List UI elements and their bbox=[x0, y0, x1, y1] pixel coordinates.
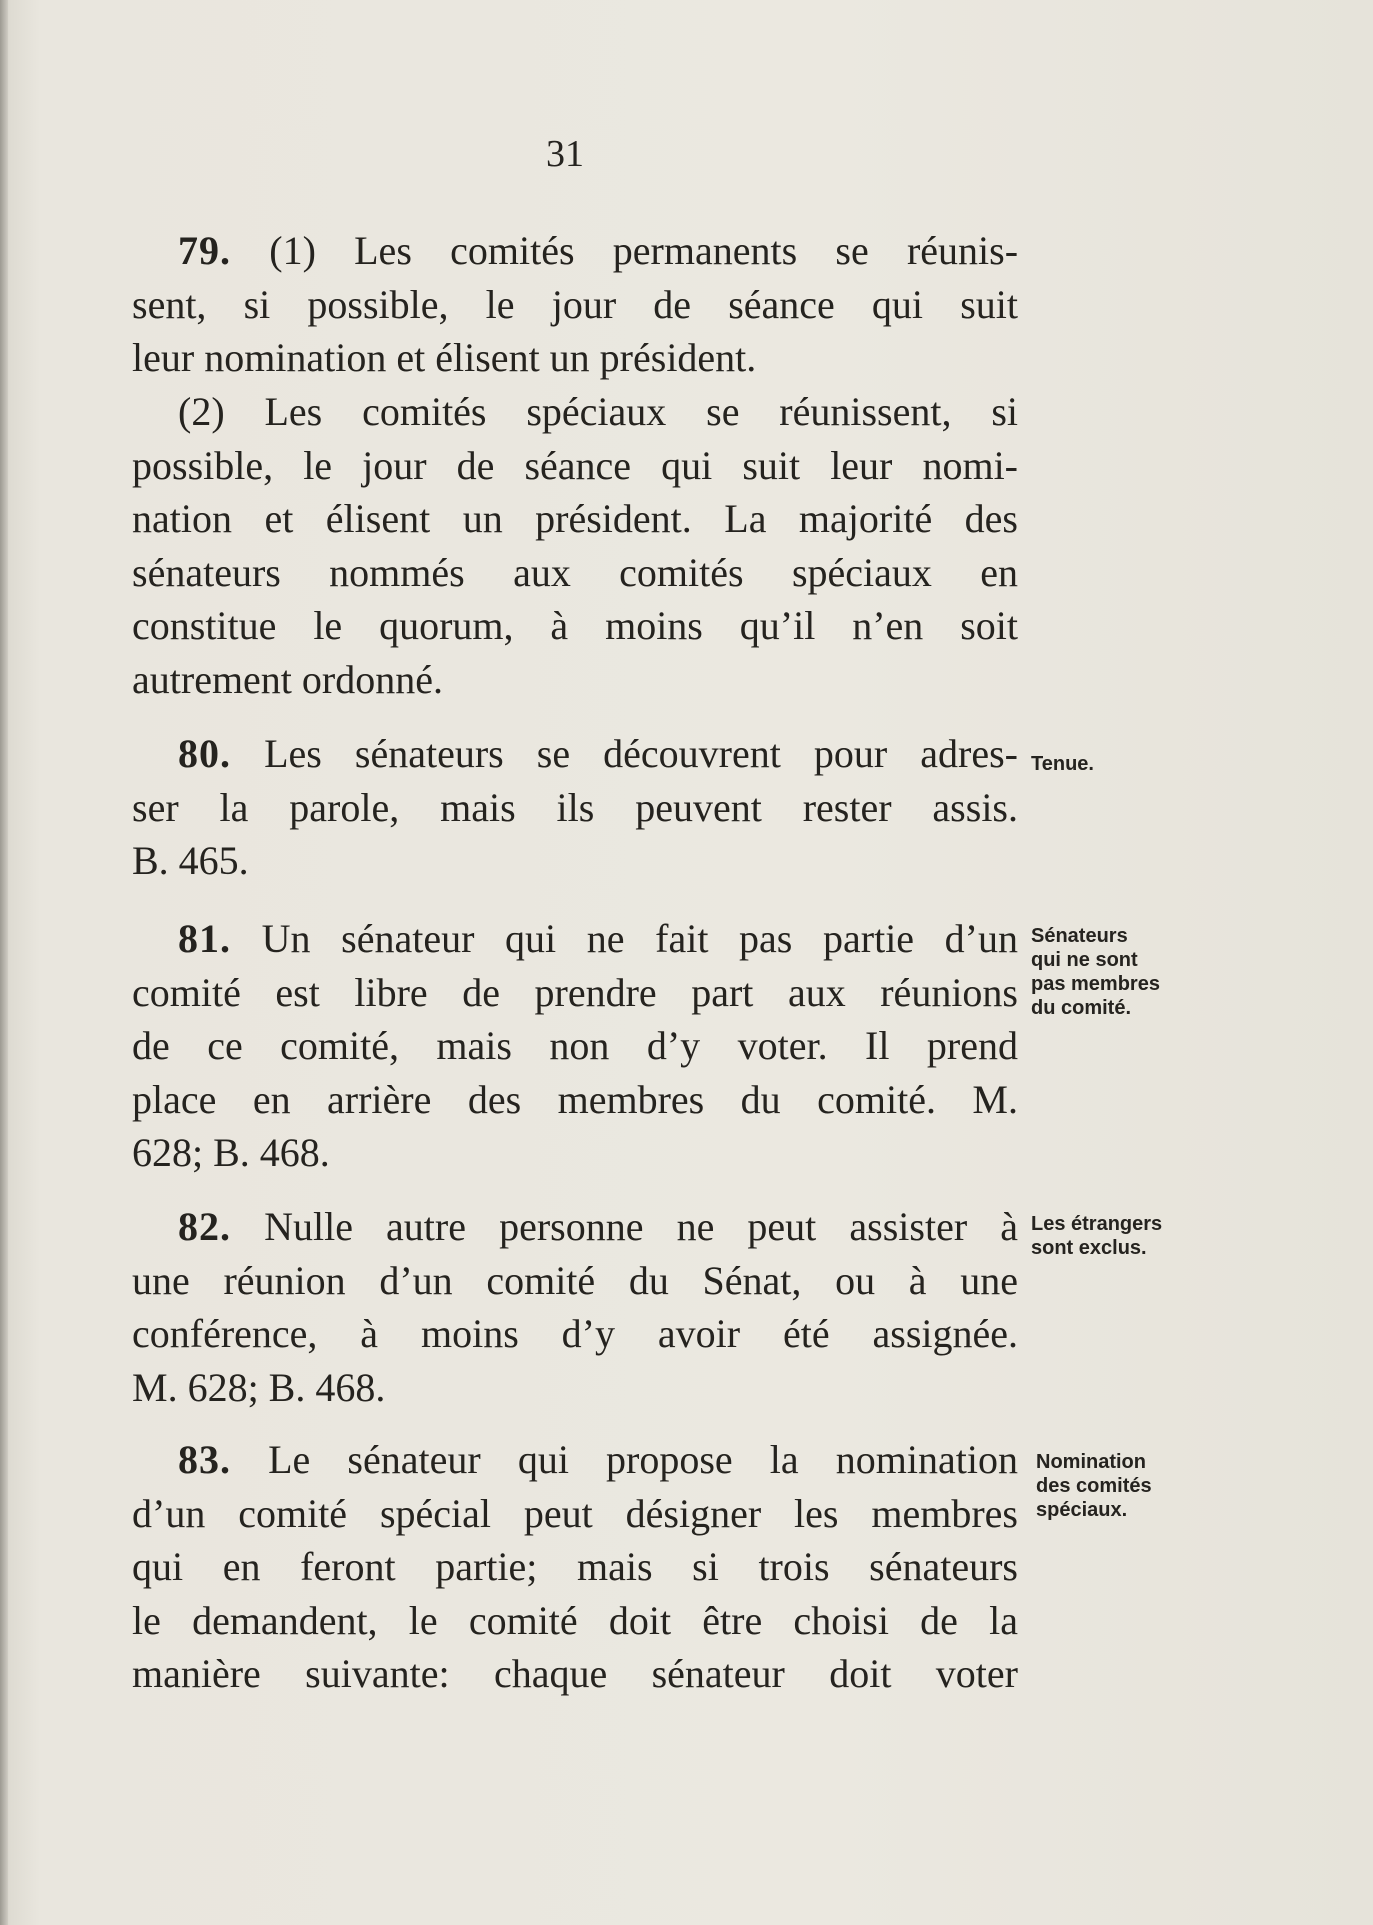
text-line: 83. Le sénateur qui propose la nomination bbox=[178, 1437, 1019, 1482]
text-line: possible, le jour de séance qui suit leur nomi- bbox=[132, 442, 1018, 488]
paragraph-79-1 bbox=[132, 224, 1018, 385]
text-line: 79. (1) Les comités permanents se réunis- bbox=[178, 228, 1019, 273]
text-line: 628; B. 468. bbox=[132, 1130, 330, 1175]
text-line: qui en feront partie; mais si trois sénateurs bbox=[132, 1544, 1018, 1589]
text-line: 82. Nulle autre personne ne peut assister à bbox=[178, 1204, 1018, 1249]
margin-note-etrangers: Les étrangers sont exclus. bbox=[1031, 1213, 1163, 1259]
section-number: 80. bbox=[178, 731, 231, 776]
text-line: le demandent, le comité doit être choisi de la bbox=[132, 1597, 1018, 1643]
text-line: sénateurs nommés aux comités spéciaux en bbox=[132, 549, 1018, 595]
section-number: 83. bbox=[178, 1437, 231, 1482]
text-line: (2) Les comités spéciaux se réunissent, si bbox=[178, 389, 1018, 434]
margin-note-senateurs: Sénateurs qui ne sont pas membres du comité. bbox=[1031, 925, 1160, 1019]
text-line: sent, si possible, le jour de séance qui suit bbox=[132, 281, 1018, 327]
text-line: constitue le quorum, à moins qu’il n’en soit bbox=[132, 603, 1018, 648]
text-line: d’un comité spécial peut désigner les membres bbox=[132, 1490, 1018, 1536]
text-line: ser la parole, mais ils peuvent rester assis. bbox=[132, 784, 1018, 830]
paragraph-80 bbox=[132, 727, 1018, 888]
page-binding-edge bbox=[0, 0, 8, 1925]
margin-note-tenue: Tenue. bbox=[1031, 753, 1094, 775]
margin-note-nomination: Nomination des comités spéciaux. bbox=[1036, 1451, 1152, 1521]
text-line: nation et élisent un président. La majorité des bbox=[132, 496, 1018, 541]
text-line: de ce comité, mais non d’y voter. Il prend bbox=[132, 1023, 1018, 1068]
text-line: place en arrière des membres du comité. M. bbox=[132, 1076, 1018, 1122]
text-line: M. 628; B. 468. bbox=[132, 1364, 386, 1410]
text-line: 80. Les sénateurs se découvrent pour adres- bbox=[178, 731, 1018, 776]
text-line: B. 465. bbox=[132, 838, 249, 883]
text-line: une réunion d’un comité du Sénat, ou à une bbox=[132, 1257, 1018, 1303]
section-number: 82. bbox=[178, 1204, 231, 1249]
text-line: 81. Un sénateur qui ne fait pas partie d’un bbox=[178, 916, 1018, 961]
section-number: 79. bbox=[178, 228, 231, 273]
paragraph-81 bbox=[132, 912, 1018, 1180]
text-line: leur nomination et élisent un président. bbox=[132, 335, 757, 380]
text-line: comité est libre de prendre part aux réunions bbox=[132, 969, 1018, 1015]
text-line: autrement ordonné. bbox=[132, 656, 443, 702]
page-number: 31 bbox=[546, 133, 584, 175]
text-line: conférence, à moins d’y avoir été assignée. bbox=[132, 1311, 1018, 1356]
paragraph-82 bbox=[132, 1200, 1018, 1414]
paragraph-79-2 bbox=[132, 385, 1018, 706]
paragraph-83 bbox=[132, 1433, 1018, 1701]
text-line: manière suivante: chaque sénateur doit voter bbox=[132, 1651, 1018, 1696]
section-number: 81. bbox=[178, 916, 231, 961]
